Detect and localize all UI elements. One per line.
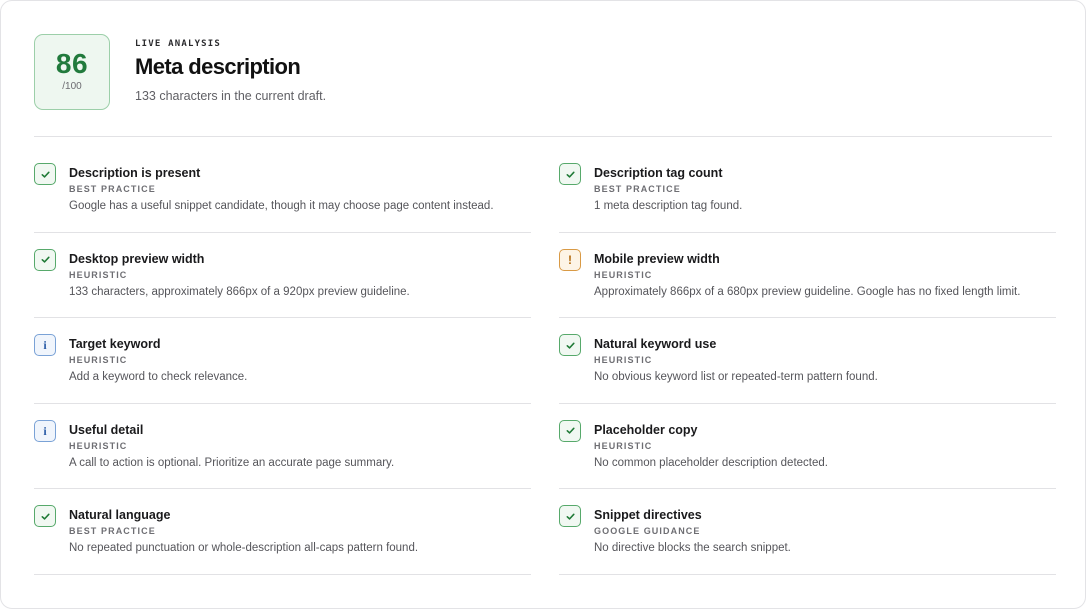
check-description: 133 characters, approximately 866px of a 920px preview guideline. — [69, 285, 410, 298]
check-category: GOOGLE GUIDANCE — [594, 526, 701, 537]
check-title: Mobile preview width — [594, 251, 720, 266]
check-title: Description is present — [69, 166, 201, 180]
check-item — [559, 233, 1056, 319]
check-description: A call to action is optional. Prioritize an accurate page summary. — [69, 456, 395, 469]
check-title: Natural keyword use — [594, 337, 717, 352]
check-description: Approximately 866px of a 680px preview guideline. Google has no fixed length limit. — [594, 285, 1021, 298]
check-icon — [559, 420, 581, 442]
check-description: No directive blocks the search snippet. — [594, 542, 791, 555]
check-category: HEURISTIC — [594, 269, 653, 280]
check-icon — [34, 163, 56, 185]
check-icon — [559, 163, 581, 185]
checks-column-left — [34, 147, 531, 575]
check-title: Natural language — [69, 508, 171, 523]
page-title: Meta description — [135, 54, 301, 79]
info-icon: i — [34, 420, 56, 442]
check-title: Useful detail — [69, 422, 144, 437]
check-title: Target keyword — [69, 337, 161, 352]
check-icon — [34, 505, 56, 527]
check-item — [34, 404, 531, 490]
check-description: 1 meta description tag found. — [594, 200, 743, 212]
check-title: Placeholder copy — [594, 422, 698, 437]
check-title: Snippet directives — [594, 508, 702, 523]
check-item — [559, 404, 1056, 490]
check-icon — [559, 334, 581, 356]
check-description: Add a keyword to check relevance. — [69, 371, 248, 384]
check-category: HEURISTIC — [594, 440, 653, 451]
check-description: No obvious keyword list or repeated-term pattern found. — [594, 371, 878, 384]
character-count-summary: 133 characters in the current draft. — [135, 89, 327, 103]
eyebrow-label: LIVE ANALYSIS — [135, 39, 222, 49]
check-description: No common placeholder description detected. — [594, 456, 828, 469]
check-title: Desktop preview width — [69, 251, 205, 266]
check-icon — [34, 249, 56, 271]
check-category: HEURISTIC — [594, 355, 653, 366]
check-description: Google has a useful snippet candidate, though it may choose page content instead. — [69, 200, 494, 212]
check-category: HEURISTIC — [69, 440, 128, 451]
check-category: BEST PRACTICE — [69, 184, 156, 194]
check-item — [34, 318, 531, 404]
check-item — [559, 147, 1056, 233]
check-description: No repeated punctuation or whole-description all-caps pattern found. — [69, 542, 419, 555]
info-icon: i — [34, 334, 56, 356]
analysis-header — [34, 34, 1052, 137]
score-badge — [34, 34, 110, 110]
check-category: HEURISTIC — [69, 269, 128, 280]
check-item — [559, 318, 1056, 404]
score-value: 86 — [55, 48, 89, 79]
check-item — [559, 489, 1056, 575]
check-item — [34, 489, 531, 575]
score-total: /100 — [62, 81, 82, 92]
check-category: BEST PRACTICE — [69, 526, 156, 537]
checks-column-right — [559, 147, 1056, 575]
check-title: Description tag count — [594, 166, 723, 180]
check-category: BEST PRACTICE — [594, 184, 681, 194]
warning-icon: ! — [559, 249, 581, 271]
check-item — [34, 233, 531, 319]
check-item — [34, 147, 531, 233]
check-category: HEURISTIC — [69, 355, 128, 366]
check-icon — [559, 505, 581, 527]
